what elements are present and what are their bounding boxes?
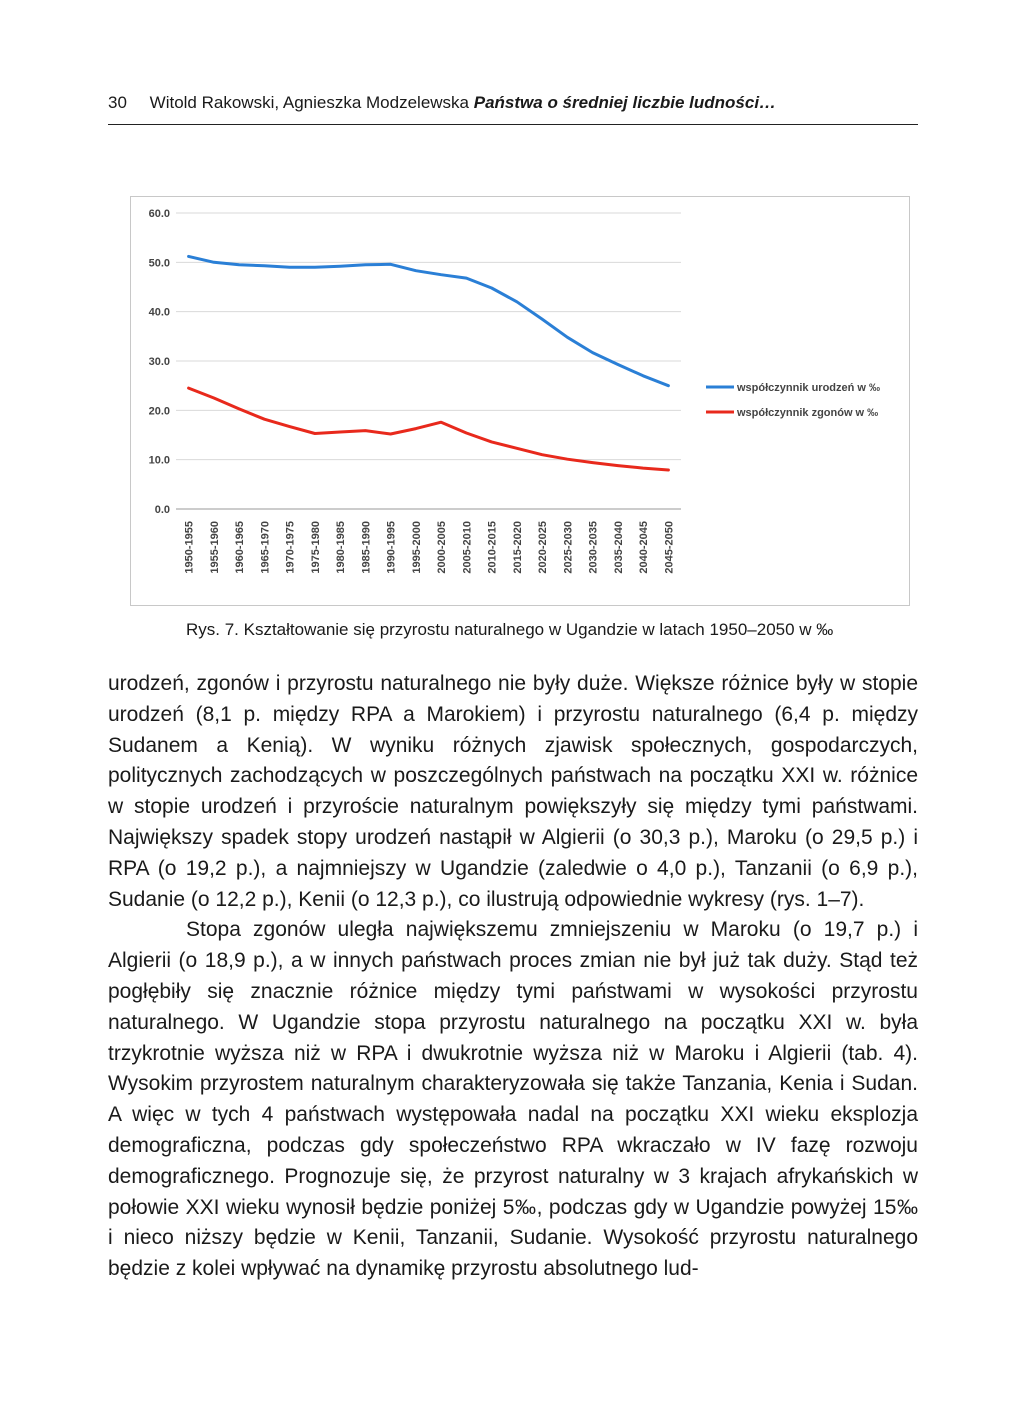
x-tick-label: 2045-2050 bbox=[663, 521, 676, 574]
x-tick-label: 2000-2005 bbox=[436, 521, 449, 574]
birth-rate-line bbox=[189, 256, 669, 385]
x-tick-label: 2030-2035 bbox=[587, 521, 600, 574]
legend-label: współczynnik zgonów w ‰ bbox=[737, 407, 879, 419]
header-rule bbox=[108, 124, 918, 125]
x-tick-label: 1990-1995 bbox=[385, 521, 398, 574]
x-tick-label: 1960-1965 bbox=[234, 521, 247, 574]
line-chart bbox=[131, 197, 909, 605]
x-tick-label: 2040-2045 bbox=[638, 521, 651, 574]
y-tick-label: 30.0 bbox=[148, 356, 170, 368]
figure-caption: Rys. 7. Kształtowanie się przyrostu naturalnego w Ugandzie w latach 1950–2050 w ‰ bbox=[186, 620, 834, 639]
y-tick-label: 20.0 bbox=[148, 405, 170, 418]
x-tick-label: 2020-2025 bbox=[537, 521, 550, 574]
header-authors: Witold Rakowski, Agnieszka Modzelewska bbox=[149, 93, 470, 112]
x-tick-label: 1975-1980 bbox=[309, 521, 322, 574]
x-tick-label: 2025-2030 bbox=[562, 521, 575, 574]
x-tick-label: 2015-2020 bbox=[511, 521, 524, 574]
x-tick-label: 1985-1990 bbox=[360, 521, 373, 574]
x-tick-label: 1995-2000 bbox=[410, 521, 423, 574]
paragraph-1: urodzeń, zgonów i przyrostu naturalnego nie były duże. Większe różnice były w stopie urodzeń (8,1 p. między RPA a Marokiem) i przyrostu naturalnego (6,4 p. między Sudanem a Kenią). W wyniku różnych zjawisk społecznych, gospodarczych, politycznych zachodzących w poszczególnych państwach na początku XXI w. różnice w stopie urodzeń i przyroście naturalnym powiększyły się między tymi państwami. Największy spadek stopy urodzeń nastąpił w Algierii (o 30,3 p.), Maroku (o 29,5 p.) i RPA (o 19,2 p.), a najmniejszy w Ugandzie (zaledwie o 4,0 p.), Tanzanii (o 6,9 p.), Sudanie (o 12,2 p.), Kenii (o 12,3 p.), co ilustrują odpowiednie wykresy (rys. 1–7). bbox=[108, 672, 918, 911]
paragraph-2: Stopa zgonów uległa największemu zmniejszeniu w Maroku (o 19,7 p.) i Algierii (o 18,9 p.), a w innych państwach proces zmian nie był już tak duży. Stąd też pogłębiły się znacznie różnice między tymi państwami w wysokości przyrostu naturalnego. W Ugandzie stopa przyrostu naturalnego na początku XXI w. była trzykrotnie wyższa niż w RPA i dwukrotnie wyższa niż w Maroku i Algierii (tab. 4). Wysokim przyrostem naturalnym charakteryzowała się także Tanzania, Kenia i Sudan. A więc w tych 4 państwach występowała nadal na początku XXI wieku eksplozja demograficzna, podczas gdy społeczeństwo RPA wkraczało w IV fazę rozwoju demograficznego. Prognozuje się, że przyrost naturalny w 3 krajach afrykańskich w połowie XXI wieku wynosił będzie poniżej 5‰, podczas gdy w Ugandzie powyżej 15‰ i nieco niższy będzie w Kenii, Tanzanii, Sudanie. Wysokość przyrostu naturalnego będzie z kolei wpływać na dynamikę przyrostu absolutnego lud- bbox=[108, 918, 918, 1281]
x-tick-label: 1955-1960 bbox=[208, 521, 221, 574]
body-text bbox=[108, 669, 918, 1285]
x-tick-label: 2010-2015 bbox=[486, 521, 499, 574]
x-tick-label: 2005-2010 bbox=[461, 521, 474, 574]
y-tick-label: 50.0 bbox=[148, 257, 170, 270]
header-title: Państwa o średniej liczbie ludności… bbox=[473, 93, 777, 112]
death-rate-line bbox=[189, 388, 669, 470]
figure-chart bbox=[130, 196, 910, 606]
x-tick-label: 1980-1985 bbox=[335, 521, 348, 574]
y-tick-label: 40.0 bbox=[148, 306, 170, 319]
legend-label: współczynnik urodzeń w ‰ bbox=[737, 382, 881, 394]
y-tick-label: 0.0 bbox=[154, 504, 170, 516]
x-tick-label: 2035-2040 bbox=[612, 521, 625, 574]
x-tick-label: 1950-1955 bbox=[183, 521, 196, 574]
page-number: 30 bbox=[108, 93, 127, 112]
x-tick-label: 1965-1970 bbox=[259, 521, 272, 574]
y-tick-label: 10.0 bbox=[148, 454, 170, 467]
y-tick-label: 60.0 bbox=[148, 208, 170, 220]
running-header bbox=[108, 88, 918, 118]
x-tick-label: 1970-1975 bbox=[284, 521, 297, 574]
